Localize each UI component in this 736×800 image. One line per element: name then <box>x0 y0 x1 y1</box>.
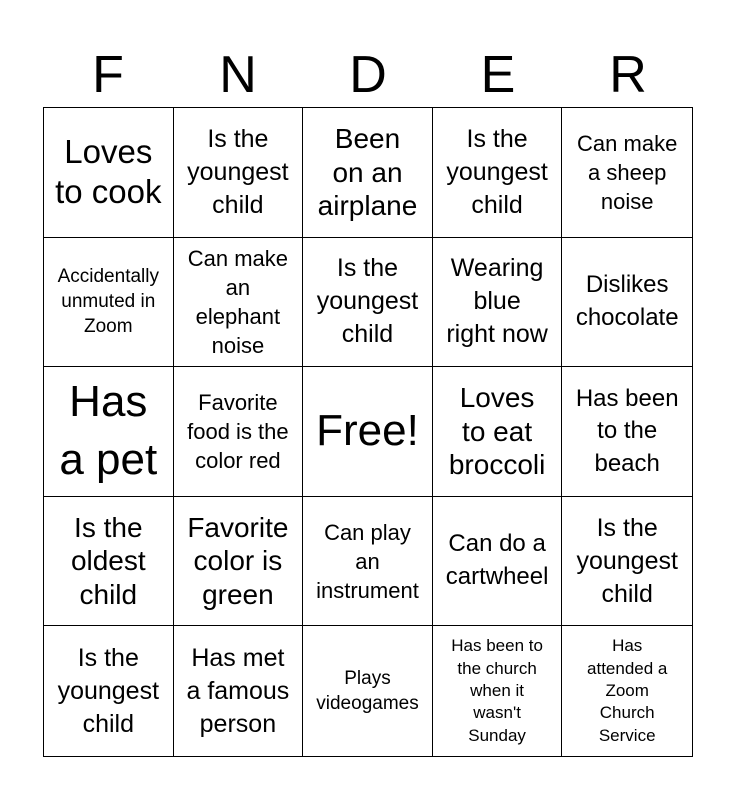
bingo-cell[interactable]: Has a pet <box>44 367 174 497</box>
bingo-cell[interactable]: Has been to the church when it wasn't Sunday <box>433 626 563 756</box>
bingo-cell[interactable]: Favorite color is green <box>174 497 304 627</box>
free-space[interactable]: Free! <box>303 367 433 497</box>
header-letter-5: R <box>609 46 647 104</box>
bingo-cell[interactable]: Loves to eat broccoli <box>433 367 563 497</box>
header-letter-3: D <box>349 46 387 104</box>
bingo-cell[interactable]: Is the youngest child <box>562 497 692 627</box>
bingo-header <box>43 44 693 106</box>
bingo-cell[interactable]: Plays videogames <box>303 626 433 756</box>
bingo-cell[interactable]: Is the youngest child <box>303 238 433 368</box>
bingo-cell[interactable]: Been on an airplane <box>303 108 433 238</box>
bingo-cell[interactable]: Can make a sheep noise <box>562 108 692 238</box>
bingo-cell[interactable]: Favorite food is the color red <box>174 367 304 497</box>
bingo-cell[interactable]: Is the youngest child <box>44 626 174 756</box>
bingo-cell[interactable]: Accidentally unmuted in Zoom <box>44 238 174 368</box>
bingo-cell[interactable]: Dislikes chocolate <box>562 238 692 368</box>
header-letter-4: E <box>480 46 516 104</box>
bingo-cell[interactable]: Can make an elephant noise <box>174 238 304 368</box>
bingo-board <box>43 107 693 757</box>
bingo-cell[interactable]: Has been to the beach <box>562 367 692 497</box>
bingo-cell[interactable]: Is the youngest child <box>433 108 563 238</box>
bingo-cell[interactable]: Wearing blue right now <box>433 238 563 368</box>
header-letter-1: F <box>92 46 124 104</box>
bingo-cell[interactable]: Loves to cook <box>44 108 174 238</box>
bingo-cell[interactable]: Can do a cartwheel <box>433 497 563 627</box>
bingo-cell[interactable]: Has attended a Zoom Church Service <box>587 636 668 745</box>
bingo-cell[interactable]: Has met a famous person <box>174 626 304 756</box>
bingo-cell[interactable]: Can play an instrument <box>303 497 433 627</box>
bingo-cell[interactable]: Is the oldest child <box>44 497 174 627</box>
header-letter-2: N <box>219 46 257 104</box>
bingo-cell[interactable]: Is the youngest child <box>174 108 304 238</box>
